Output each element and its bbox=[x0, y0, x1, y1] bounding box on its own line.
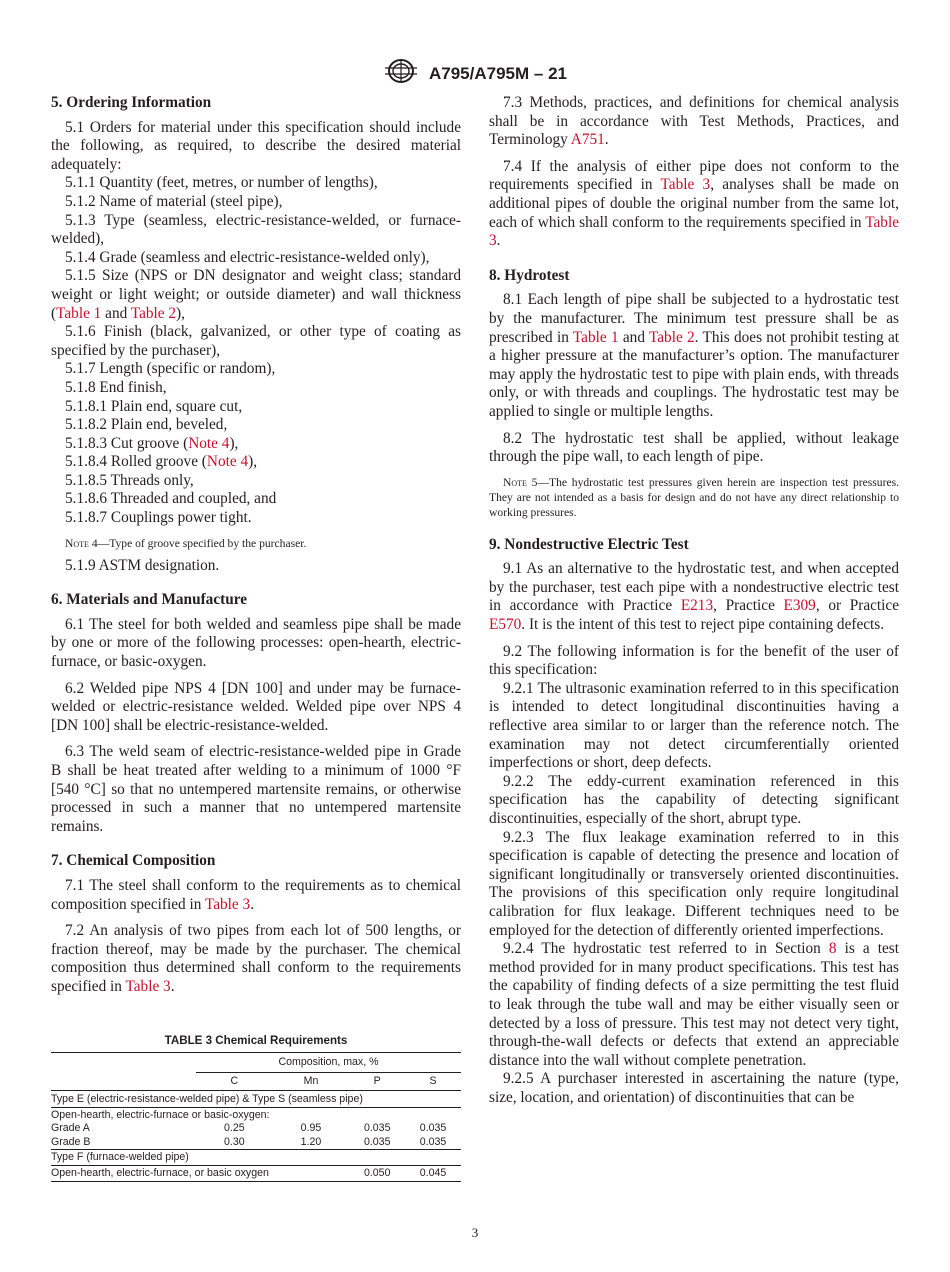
paragraph-9-2-2: 9.2.2 The eddy-current examination referenced in this specification has the capability of detecting significant discontinuities, especially of the short, abrupt type. bbox=[489, 772, 899, 827]
section-8-link[interactable]: 8 bbox=[828, 940, 837, 958]
left-column bbox=[51, 94, 461, 997]
paragraph-7-4-text: 7.4 If the analysis of either pipe does not conform to the requirements specified in bbox=[489, 157, 899, 194]
note-4-link[interactable]: Note 4 bbox=[188, 434, 230, 452]
table-row bbox=[51, 1136, 461, 1150]
table-3 bbox=[51, 1034, 461, 1182]
paragraph-8-2: 8.2 The hydrostatic test shall be applied, without leakage through the pipe wall, to each length of pipe. bbox=[489, 429, 899, 466]
item-5-1-8-4 bbox=[51, 453, 461, 472]
table-3-link[interactable]: Table 3 bbox=[660, 176, 711, 194]
item-5-1-5-end: ), bbox=[176, 304, 185, 322]
a751-link[interactable]: A751 bbox=[570, 131, 605, 149]
table-row bbox=[51, 1122, 461, 1136]
section-6-heading: 6. Materials and Manufacture bbox=[51, 591, 248, 609]
page-header bbox=[0, 58, 950, 89]
paragraph-8-1-text: 8.1 Each length of pipe shall be subjected to a hydrostatic test by the manufacturer. The minimum test pressure shall be as prescribed in bbox=[489, 291, 899, 346]
paragraph-9-2-4-text: 9.2.4 The hydrostatic test referred to in Section bbox=[503, 940, 829, 958]
paragraph-9-2: 9.2 The following information is for the benefit of the user of this specification: bbox=[489, 642, 899, 679]
cell-s: 0.045 bbox=[419, 1166, 447, 1179]
item-5-1-4: 5.1.4 Grade (seamless and electric-resistance-welded only), bbox=[65, 248, 430, 266]
note-4 bbox=[51, 536, 461, 551]
paragraph-7-2 bbox=[51, 922, 461, 996]
paragraph-7-1 bbox=[51, 877, 461, 914]
paragraph-9-1-text-4: . It is the intent of this test to reject pipe containing defects. bbox=[521, 616, 885, 634]
paragraph-7-4 bbox=[489, 158, 899, 251]
paragraph-9-1 bbox=[489, 560, 899, 634]
col-header-mn: Mn bbox=[303, 1074, 319, 1087]
paragraph-7-3 bbox=[489, 94, 899, 150]
e570-link[interactable]: E570 bbox=[489, 616, 522, 634]
note-5-text: —The hydrostatic test pressures given herein are inspection test pressures. They are not intended as a basis for design and do not have any direct relationship to working pressures. bbox=[489, 475, 899, 519]
e309-link[interactable]: E309 bbox=[783, 597, 816, 615]
paragraph-7-4-text-2: , analyses shall be made on additional pipes of double the original number from the same lot, each of which shall conform to the requirements specified in bbox=[489, 176, 899, 231]
section-type-f: Type F (furnace-welded pipe) bbox=[51, 1151, 189, 1163]
table-2-link[interactable]: Table 2 bbox=[648, 328, 695, 346]
table-row bbox=[51, 1165, 461, 1182]
paragraph-9-2-3: 9.2.3 The flux leakage examination referred to in this specification is capable of detecting the presence and location of significant longitudinally or transversely oriented discontinuities. The provisions of this specification only require longitudinal calibration for flux leakage. Different techniques need to be employed for the detection of differently oriented imperfections. bbox=[489, 828, 899, 939]
paragraph-7-3-end: . bbox=[604, 131, 609, 149]
item-5-1-6: 5.1.6 Finish (black, galvanized, or other type of coating as specified by the purchaser), bbox=[51, 323, 461, 359]
cell-p: 0.035 bbox=[363, 1135, 391, 1148]
paragraph-9-2-4 bbox=[489, 940, 899, 1070]
note-4-link[interactable]: Note 4 bbox=[206, 453, 249, 471]
col-header-p: P bbox=[373, 1074, 381, 1087]
col-header-c: C bbox=[230, 1074, 239, 1087]
page-number: 3 bbox=[471, 1225, 479, 1240]
item-5-1-8-5: 5.1.8.5 Threads only, bbox=[65, 471, 194, 489]
process-row: Open-hearth, electric-furnace or basic-oxygen: bbox=[51, 1108, 270, 1121]
table-3-link[interactable]: Table 3 bbox=[125, 977, 171, 995]
paragraph-6-3: 6.3 The weld seam of electric-resistance-welded pipe in Grade B shall be heat treated after welding to a minimum of 1000 °F [540 °C] so that no untempered martensite remains, or otherwise processed in such a manner that no untempered martensite remains. bbox=[51, 743, 461, 835]
paragraph-9-1-text-2: , Practice bbox=[713, 597, 784, 615]
item-5-1-3: 5.1.3 Type (seamless, electric-resistance-welded, or furnace-welded), bbox=[51, 211, 461, 248]
section-8-heading: 8. Hydrotest bbox=[489, 266, 570, 284]
table-3-caption: TABLE 3 Chemical Requirements bbox=[164, 1034, 348, 1047]
item-5-1-8-3-text: 5.1.8.3 Cut groove ( bbox=[65, 434, 189, 452]
item-5-1-2: 5.1.2 Name of material (steel pipe), bbox=[65, 192, 283, 210]
paragraph-6-2: 6.2 Welded pipe NPS 4 [DN 100] and under may be furnace-welded or electric-resistance welded. Welded pipe over NPS 4 [DN 100] shall be electric-resistance-welded. bbox=[51, 679, 461, 734]
item-5-1-9: 5.1.9 ASTM designation. bbox=[65, 556, 220, 574]
paragraph-9-1-text-3: , or Practice bbox=[815, 597, 899, 615]
cell-mn: 0.95 bbox=[300, 1122, 322, 1134]
document-designation: A795/A795M – 21 bbox=[429, 63, 567, 83]
paragraph-8-1 bbox=[489, 291, 899, 421]
paragraph-5-1: 5.1 Orders for material under this specification should include the following, as required, to describe the desired material adequately: bbox=[51, 118, 461, 173]
note-4-label: Note 4 bbox=[65, 536, 98, 550]
section-7-heading: 7. Chemical Composition bbox=[51, 852, 216, 870]
paragraph-8-1-text-2: . This does not prohibit testing at a higher pressure at the manufacturer’s option. The manufacturer may apply the hydrostatic test to pipe with plain ends, with threads only, or with threads and couplings. The hydrostatic test may be applied to single or multiple lengths. bbox=[489, 328, 899, 420]
note-4-text: —Type of groove specified by the purchaser. bbox=[97, 536, 307, 550]
paragraph-9-2-4-text-2: is a test method provided for in many product specifications. This test has the capability of finding defects of a size permitting the test fluid to leak through the tube wall and may be either visually seen or detected by a loss of pressure. This test may not detect very tight, through-the-wall defects or defects that extend an appreciable distance into the wall without complete penetration. bbox=[489, 940, 899, 1069]
table-3-link[interactable]: Table 3 bbox=[489, 213, 899, 250]
table-1-link[interactable]: Table 1 bbox=[56, 304, 102, 322]
chemical-requirements-table bbox=[51, 1052, 461, 1182]
paragraph-7-2-text: 7.2 An analysis of two pipes from each lot of 500 lengths, or fraction thereof, may be made by the purchaser. The chemical composition thus determined shall conform to the requirements specified in bbox=[51, 922, 461, 995]
cell-s: 0.035 bbox=[419, 1122, 447, 1134]
item-5-1-8-4-text: 5.1.8.4 Rolled groove ( bbox=[65, 453, 207, 471]
item-5-1-7: 5.1.7 Length (specific or random), bbox=[65, 360, 276, 378]
paragraph-9-2-1: 9.2.1 The ultrasonic examination referred to in this specification is intended to detect longitudinal discontinuities having a reflective area similar to or larger than the reference notch. The examination may not detect circumferentially oriented imperfections or short, deep defects. bbox=[489, 679, 899, 772]
paragraph-7-3-text: 7.3 Methods, practices, and definitions for chemical analysis shall be in accordance with Test Methods, Practices, and Terminology bbox=[489, 94, 899, 149]
cell-c: 0.25 bbox=[224, 1122, 245, 1134]
conjunction-text: and bbox=[618, 328, 649, 346]
row-label-type-f: Open-hearth, electric-furnace, or basic oxygen bbox=[51, 1166, 269, 1179]
cell-s: 0.035 bbox=[419, 1135, 447, 1148]
paragraph-9-2-5: 9.2.5 A purchaser interested in ascertaining the nature (type, size, location, and orientation) of discontinuities that can be bbox=[489, 1070, 899, 1106]
table-1-link[interactable]: Table 1 bbox=[572, 328, 619, 346]
table-3-link[interactable]: Table 3 bbox=[204, 895, 251, 913]
paragraph-7-2-end: . bbox=[170, 977, 175, 995]
note-5-label: Note 5 bbox=[503, 475, 538, 489]
note-5 bbox=[489, 475, 899, 520]
section-9-heading: 9. Nondestructive Electric Test bbox=[489, 535, 689, 553]
paragraph-9-1-text: 9.1 As an alternative to the hydrostatic test, and when accepted by the purchaser, test each pipe with a nondestructive electric test in accordance with Practice bbox=[489, 560, 899, 615]
col-header-s: S bbox=[429, 1074, 437, 1087]
composition-header: Composition, max, % bbox=[196, 1053, 461, 1073]
cell-p: 0.050 bbox=[363, 1166, 391, 1179]
section-5-heading: 5. Ordering Information bbox=[51, 94, 212, 111]
item-5-1-5 bbox=[51, 267, 461, 323]
item-5-1-8-4-end: ), bbox=[248, 453, 258, 471]
item-5-1-1: 5.1.1 Quantity (feet, metres, or number of lengths), bbox=[65, 174, 378, 192]
conjunction-text: and bbox=[101, 304, 131, 322]
item-5-1-8-1: 5.1.8.1 Plain end, square cut, bbox=[65, 397, 243, 415]
e213-link[interactable]: E213 bbox=[680, 597, 714, 615]
paragraph-6-1: 6.1 The steel for both welded and seamless pipe shall be made by one or more of the following processes: open-hearth, electric-furnace, or basic-oxygen. bbox=[51, 615, 461, 671]
item-5-1-8-6: 5.1.8.6 Threaded and coupled, and bbox=[65, 490, 277, 508]
item-5-1-8-2: 5.1.8.2 Plain end, beveled, bbox=[65, 416, 228, 434]
row-label-grade-a: Grade A bbox=[51, 1122, 90, 1134]
table-2-link[interactable]: Table 2 bbox=[130, 304, 177, 322]
cell-c: 0.30 bbox=[224, 1135, 245, 1148]
item-5-1-8-7: 5.1.8.7 Couplings power tight. bbox=[65, 509, 252, 527]
paragraph-7-1-end: . bbox=[250, 895, 255, 913]
row-label-grade-b: Grade B bbox=[51, 1135, 91, 1148]
item-5-1-8: 5.1.8 End finish, bbox=[65, 378, 167, 396]
item-5-1-8-3-end: ), bbox=[229, 434, 239, 452]
paragraph-7-4-end: . bbox=[496, 232, 501, 250]
cell-mn: 1.20 bbox=[300, 1135, 322, 1148]
right-column bbox=[489, 94, 899, 1108]
paragraph-7-1-text: 7.1 The steel shall conform to the requirements as to chemical composition specified in bbox=[51, 876, 461, 913]
item-5-1-8-3 bbox=[51, 435, 461, 454]
section-type-e-s: Type E (electric-resistance-welded pipe) & Type S (seamless pipe) bbox=[51, 1093, 363, 1105]
astm-logo-icon bbox=[383, 58, 419, 89]
item-5-1-5-text: 5.1.5 Size (NPS or DN designator and weight class; standard weight or light weight; or outside diameter) and wall thickness ( bbox=[51, 267, 461, 322]
cell-p: 0.035 bbox=[363, 1122, 391, 1134]
